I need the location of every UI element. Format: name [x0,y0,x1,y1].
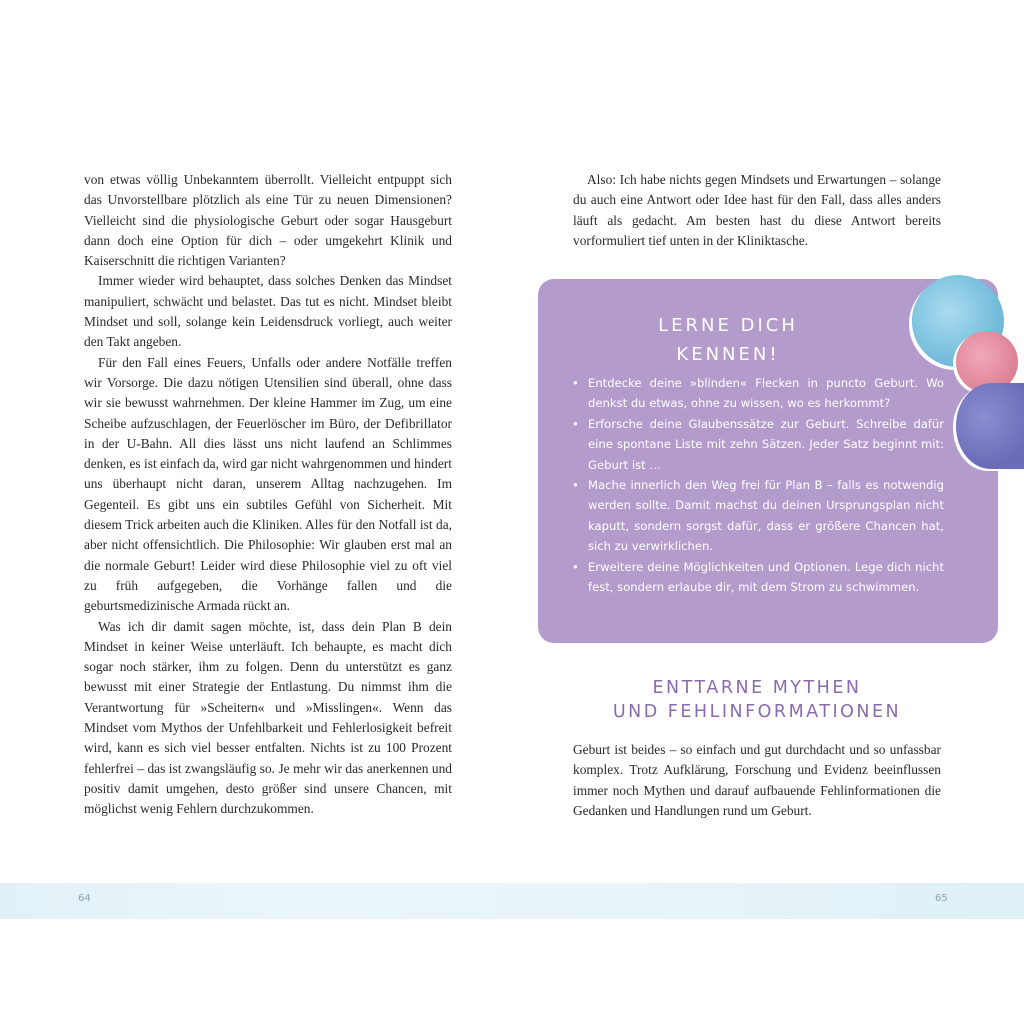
intro-paragraph: Also: Ich habe nichts gegen Mindsets und Erwartungen – solange du auch eine Antwort oder Idee hast für den Fall, dass alles anders läuft als gedacht. Am besten hast du diese Antwort bereits vorformuliert tief unten in der Kliniktasche. [573,172,941,248]
list-item: • Erforsche deine Glaubenssätze zur Geburt. Schreibe dafür eine spontane Liste mit zehn Sätzen. Jeder Satz beginnt mit: Geburt ist … [572,414,944,475]
info-box-list [572,373,944,597]
page-number-left: 64 [78,893,91,904]
info-box-title-line: LERNE DICH [658,315,798,336]
list-item: • Entdecke deine »blinden« Flecken in puncto Geburt. Wo denkst du etwas, ohne zu wissen, wo es herkommt? [572,373,944,414]
watercolor-circle-icon [956,383,1024,469]
footer-band [0,883,1024,919]
paragraph: von etwas völlig Unbekanntem überrollt. Vielleicht entpuppt sich das Unvorstellbare plötzlich als eine Tür zu neuen Dimensionen? Vielleicht sind die physiologische Geburt oder sogar Hausgeburt dann doch eine Option für dich – oder umgekehrt Klinik und Kaiserschnitt die richtigen Varianten? [84,172,452,269]
paragraph: Geburt ist beides – so einfach und gut durchdacht und so unfassbar komplex. Trotz Aufklärung, Forschung und Evidenz beeinflussen immer noch Mythen und darauf aufbauende Fehlinformationen die Gedanken und Handlungen rund um Geburt. [573,742,941,818]
section-heading-line: ENTTARNE MYTHEN [652,678,862,698]
list-item: • Erweitere deine Möglichkeiten und Optionen. Lege dich nicht fest, sondern erlaube dir, mit dem Strom zu schwimmen. [572,557,944,598]
right-page-intro [573,170,941,251]
section-heading-line: UND FEHLINFORMATIONEN [612,702,902,722]
left-page-text [84,170,452,820]
paragraph: Für den Fall eines Feuers, Unfalls oder andere Notfälle treffen wir Vorsorge. Die dazu nötigen Utensilien sind überall, ohne dass wir sie bewusst wahrnehmen. Der kleine Hammer im Zug, um eine Scheibe aufzuschlagen, der Feuerlöscher im Büro, der Defibrillator in der U-Bahn. All dies lässt uns nicht laufend an Schlimmes denken, es ist einfach da, wird gar nicht wahrgenommen und hindert uns überhaupt nicht daran, unserem Alltag nachzugehen. Im Gegenteil. Es gibt uns ein subtiles Gefühl von Sicherheit. Mit diesem Trick arbeiten auch die Kliniken. Alles für den Notfall ist da, aber nicht offensichtlich. Die Philosophie: Wir glauben erst mal an die normale Geburt! Leider wird diese Philosophie viel zu oft viel zu früh aufgegeben, die Vorhänge fallen und die geburtsmedizinische Armada rückt an. [84,354,452,614]
paragraph: Immer wieder wird behauptet, dass solches Denken das Mindset manipuliert, schwächt und belastet. Das tut es nicht. Mindset bleibt Mindset und soll, solange kein Leidensdruck vorliegt, auch weiter den Takt angeben. [84,273,452,350]
info-box-title-line: KENNEN! [676,344,780,365]
page-number-right: 65 [935,893,948,904]
section-body [573,740,941,821]
info-box-title [538,311,918,369]
section-heading [573,676,941,724]
paragraph: Was ich dir damit sagen möchte, ist, dass dein Plan B dein Mindset in keiner Weise unterläuft. Ich behaupte, es macht dich sogar noch stärker, ihm zu folgen. Denn du unterstützt es ganz bewusst mit einer Strategie der Entlastung. Du nimmst ihm die Verantwortung für »Scheitern« und »Misslingen«. Wenn das Mindset vom Mythos der Unfehlbarkeit und Fehlerlosigkeit befreit wird, kann es sich viel besser entfalten. Nichts ist zu 100 Prozent fehlerfrei – das ist zwangsläufig so. Je mehr wir das anerkennen und positiv damit umgehen, desto größer sind unsere Chancen, mit möglichst wenig Fehlern durchzukommen. [84,618,452,817]
list-item: • Mache innerlich den Weg frei für Plan B – falls es notwendig werden sollte. Damit machst du deinen Ursprungsplan nicht kaputt, sondern sorgst dafür, dass er größere Chancen hat, sich zu verwirklichen. [572,475,944,557]
info-box [538,279,998,643]
